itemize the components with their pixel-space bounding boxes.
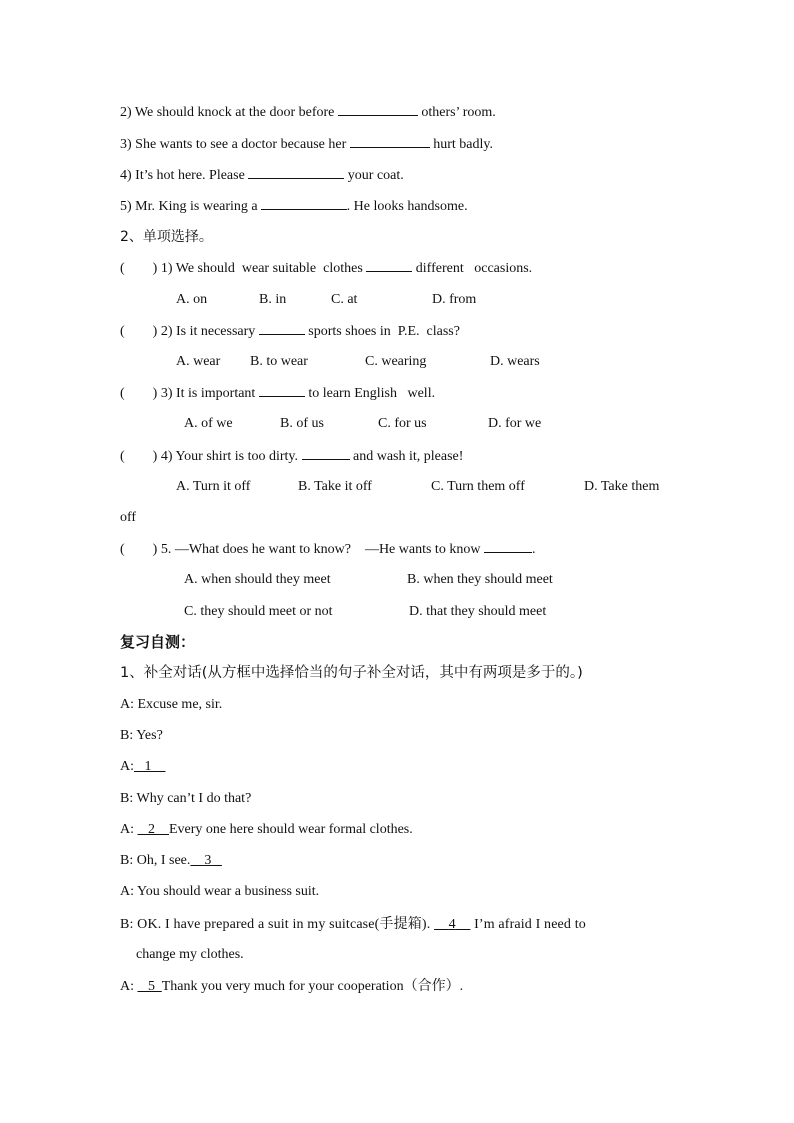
dialog-line-10-text: Thank you very much for your cooperation bbox=[161, 979, 404, 994]
fill-item-3 bbox=[120, 135, 493, 154]
dialog-line-6 bbox=[120, 852, 222, 870]
dialog-line-3 bbox=[120, 758, 166, 776]
mc-4-option-d-wrap: off bbox=[120, 510, 137, 525]
mc-3-stem: 3) It is important bbox=[160, 386, 256, 401]
mc-3-blank bbox=[259, 384, 305, 397]
dialog-line-7: A: You should wear a business suit. bbox=[120, 884, 320, 899]
dialog-line-10-cn: （合作） bbox=[403, 978, 460, 994]
mc-3-option-c[interactable]: C. for us bbox=[378, 416, 427, 431]
mc-3-option-d[interactable]: D. for we bbox=[488, 416, 542, 431]
fill-item-4-after: your coat. bbox=[347, 168, 404, 183]
answer-blank-4[interactable] bbox=[248, 166, 344, 179]
mc-4-option-d[interactable]: D. Take them bbox=[584, 479, 660, 494]
answer-paren-2[interactable]: ( ) bbox=[120, 324, 158, 339]
dialog-blank-4[interactable] bbox=[434, 917, 470, 932]
dialog-line-1: A: Excuse me, sir. bbox=[120, 697, 223, 712]
mc-2-option-a[interactable]: A. wear bbox=[176, 354, 221, 369]
dialog-line-5 bbox=[120, 821, 413, 839]
mc-5-option-b[interactable]: B. when they should meet bbox=[407, 572, 553, 587]
answer-paren-3[interactable]: ( ) bbox=[120, 386, 158, 401]
fill-item-3-after: hurt badly. bbox=[433, 137, 493, 152]
fill-item-5-before: 5) Mr. King is wearing a bbox=[120, 199, 258, 214]
mc-1-option-d[interactable]: D. from bbox=[432, 292, 477, 307]
dialog-blank-2[interactable] bbox=[138, 822, 170, 837]
dialog-line-8-after: I’m afraid I need to bbox=[474, 917, 586, 932]
mc-4-option-b[interactable]: B. Take it off bbox=[298, 479, 372, 494]
mc-question-5 bbox=[120, 540, 535, 559]
speaker-a: A: bbox=[120, 759, 134, 774]
mc-4-stem: 4) Your shirt is too dirty. bbox=[160, 449, 298, 464]
dialog-blank-5[interactable] bbox=[138, 979, 162, 994]
dialog-line-10-end: . bbox=[459, 979, 464, 994]
mc-question-2 bbox=[120, 322, 460, 341]
answer-paren-4[interactable]: ( ) bbox=[120, 449, 158, 464]
dialog-blank-3[interactable] bbox=[190, 853, 222, 868]
mc-question-1 bbox=[120, 259, 532, 278]
dialog-line-4: B: Why can’t I do that? bbox=[120, 791, 252, 806]
answer-blank-2[interactable] bbox=[338, 103, 418, 116]
mc-4-blank bbox=[302, 447, 350, 460]
dialog-instructions: 1、补全对话(从方框中选择恰当的句子补全对话，其中有两项是多于的。) bbox=[120, 665, 583, 681]
mc-5-option-a[interactable]: A. when should they meet bbox=[184, 572, 331, 587]
speaker-a: A: bbox=[120, 822, 134, 837]
mc-2-stem-after: sports shoes in P.E. class? bbox=[308, 324, 460, 339]
dialog-line-9: change my clothes. bbox=[136, 947, 244, 962]
answer-paren-5[interactable]: ( ) bbox=[120, 542, 158, 557]
dialog-blank-2-number: 2 bbox=[148, 822, 155, 837]
mc-1-option-a[interactable]: A. on bbox=[176, 292, 208, 307]
dialog-blank-1[interactable] bbox=[134, 759, 166, 774]
dialog-blank-1-number: 1 bbox=[144, 759, 152, 774]
fill-item-2-after: others’ room. bbox=[421, 105, 496, 120]
answer-paren-1[interactable]: ( ) bbox=[120, 261, 158, 276]
dialog-line-2: B: Yes? bbox=[120, 728, 163, 743]
dialog-line-6-text: B: Oh, I see. bbox=[120, 853, 191, 868]
mc-2-blank bbox=[259, 322, 305, 335]
fill-item-2 bbox=[120, 103, 496, 122]
dialog-line-8-cn: 手提箱 bbox=[379, 916, 422, 932]
dialog-line-5-text: Every one here should wear formal clothes. bbox=[169, 822, 413, 837]
review-title: 复习自测： bbox=[120, 633, 196, 651]
mc-1-blank bbox=[366, 259, 412, 272]
mc-5-option-c[interactable]: C. they should meet or not bbox=[184, 604, 333, 619]
dialog-blank-4-number: 4 bbox=[448, 917, 456, 932]
mc-5-option-d[interactable]: D. that they should meet bbox=[409, 604, 547, 619]
mc-4-option-a[interactable]: A. Turn it off bbox=[176, 479, 251, 494]
mc-3-option-a[interactable]: A. of we bbox=[184, 416, 233, 431]
fill-item-5-after: . He looks handsome. bbox=[346, 199, 468, 214]
mc-3-option-b[interactable]: B. of us bbox=[280, 416, 324, 431]
fill-item-3-before: 3) She wants to see a doctor because her bbox=[120, 137, 347, 152]
dialog-line-8-mid: ). bbox=[421, 917, 431, 932]
mc-2-option-d[interactable]: D. wears bbox=[490, 354, 540, 369]
fill-item-4-before: 4) It’s hot here. Please bbox=[120, 168, 245, 183]
answer-blank-5[interactable] bbox=[261, 197, 347, 210]
dialog-blank-5-number: 5 bbox=[148, 979, 155, 994]
speaker-a: A: bbox=[120, 979, 134, 994]
mc-5-stem: 5. —What does he want to know? —He wants to know bbox=[160, 542, 481, 557]
fill-item-5 bbox=[120, 197, 468, 216]
mc-5-stem-after: . bbox=[531, 542, 536, 557]
mc-question-4 bbox=[120, 447, 463, 466]
mc-2-option-b[interactable]: B. to wear bbox=[250, 354, 308, 369]
mc-1-option-c[interactable]: C. at bbox=[331, 292, 358, 307]
mc-2-option-c[interactable]: C. wearing bbox=[365, 354, 427, 369]
mc-1-option-b[interactable]: B. in bbox=[259, 292, 287, 307]
fill-item-4 bbox=[120, 166, 404, 185]
mc-2-stem: 2) Is it necessary bbox=[160, 324, 256, 339]
section-2-title: 2、单项选择。 bbox=[120, 229, 213, 245]
mc-4-option-c[interactable]: C. Turn them off bbox=[431, 479, 525, 494]
mc-5-blank bbox=[484, 540, 532, 553]
answer-blank-3[interactable] bbox=[350, 135, 430, 148]
dialog-line-8 bbox=[120, 915, 586, 934]
mc-1-stem: 1) We should wear suitable clothes bbox=[160, 261, 363, 276]
mc-question-3 bbox=[120, 384, 435, 403]
mc-4-stem-after: and wash it, please! bbox=[353, 449, 464, 464]
mc-1-stem-after: different occasions. bbox=[415, 261, 533, 276]
dialog-blank-3-number: 3 bbox=[204, 853, 212, 868]
mc-3-stem-after: to learn English well. bbox=[308, 386, 436, 401]
dialog-line-10 bbox=[120, 977, 463, 996]
dialog-line-8-text: B: OK. I have prepared a suit in my suitcase( bbox=[120, 917, 380, 932]
fill-item-2-before: 2) We should knock at the door before bbox=[120, 105, 335, 120]
